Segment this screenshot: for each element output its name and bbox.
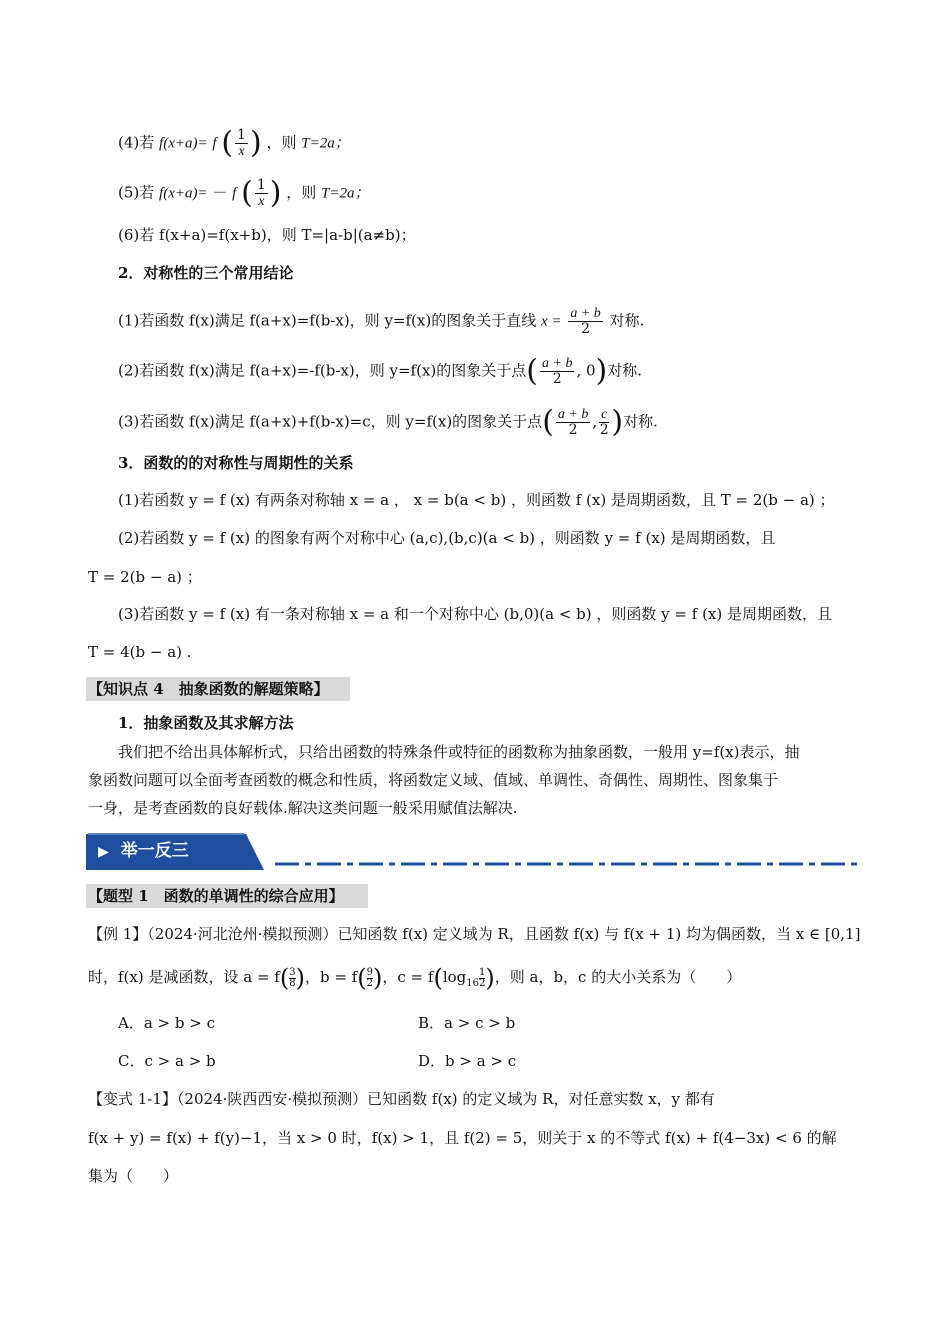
fraction [599, 407, 609, 438]
right-paren: ) [249, 125, 262, 161]
periodicity-item-4 [118, 125, 350, 161]
func-symbol: f [212, 135, 217, 152]
option-a[interactable]: A．a > b > c [118, 1014, 215, 1032]
item-text: (2)若函数 f(x)满足 f(a+x)=-f(b-x)，则 y=f(x)的图象关于点 [118, 361, 527, 380]
section-3-title: 3．函数的的对称性与周期性的关系 [118, 454, 354, 472]
left-paren: ( [542, 404, 554, 440]
periodicity-item-5 [118, 175, 370, 211]
numerator: a + b [570, 306, 601, 321]
fraction [540, 356, 574, 387]
type-1-header: 【题型 1 函数的单调性的综合应用】 [88, 887, 344, 905]
item-text: (1)若函数 f(x)满足 f(a+x)=f(b-x)，则 y=f(x)的图象关于直线 [118, 311, 537, 330]
knowledge-4-subtitle: 1．抽象函数及其求解方法 [118, 714, 294, 732]
log-base: 16 [466, 978, 479, 989]
denominator: 2 [366, 977, 373, 989]
left-paren: ( [221, 125, 234, 161]
denominator: 2 [478, 977, 486, 989]
item-label: (4)若 [118, 133, 155, 152]
point-y: , 0 [576, 361, 596, 380]
right-paren: ) [595, 353, 608, 389]
period-result: T=2a； [301, 135, 350, 152]
func-symbol: f [232, 185, 237, 202]
denominator: x [238, 144, 245, 159]
symmetry-item-3: (3)若函数 f(x)满足 f(a+x)+f(b-x)=c，则 y=f(x)的图象关于点( $\frac{a + b}{2}$ , $\frac{c}{2}$ )对称. [118, 404, 658, 440]
numerator: 1 [237, 127, 246, 143]
item-end: 对称. [607, 361, 643, 380]
banner-text: 举一反三 [120, 841, 189, 861]
dash-divider [275, 862, 860, 866]
section-2-title: 2．对称性的三个常用结论 [118, 264, 294, 282]
right-paren: ) [295, 964, 305, 992]
log-symbol: log [442, 968, 467, 986]
fraction [556, 407, 590, 438]
denominator: 2 [599, 422, 609, 438]
option-c[interactable]: C．c > a > b [118, 1052, 216, 1070]
item-label: (5)若 [118, 183, 155, 202]
left-paren: ( [357, 964, 367, 992]
right-paren: ) [269, 175, 282, 211]
right-paren: ) [373, 964, 383, 992]
then-word: ，则 [266, 133, 297, 152]
item-lhs: f(x+a)= [159, 185, 208, 202]
knowledge-4-header: 【知识点 4 抽象函数的解题策略】 [88, 680, 329, 698]
question-text: 时，f(x) 是减函数，设 a = f [88, 968, 280, 986]
denominator: 2 [581, 321, 590, 337]
fraction [255, 178, 268, 209]
fraction [235, 128, 248, 159]
question-text: ，则 a，b，c 的大小关系为（ ） [494, 968, 742, 986]
item-end: 对称. [623, 412, 658, 431]
symmetry-item-2 [118, 353, 643, 389]
example-1-line2 [88, 966, 741, 995]
numerator: 1 [478, 966, 486, 978]
question-text: ，c = f [382, 968, 434, 986]
symmetry-item-1 [118, 306, 644, 337]
periodicity-item-6: (6)若 f(x+a)=f(x+b)，则 T=|a-b|(a≠b)； [118, 226, 416, 244]
play-arrow-icon: ▶ [98, 844, 109, 860]
paragraph-line: 象函数问题可以全面考查函数的概念和性质，将函数定义域、值域、单调性、奇偶性、周期性、图象集于 [88, 771, 779, 789]
item-text: (3)若函数 f(x)满足 f(a+x)+f(b-x)=c，则 y=f(x)的图象关于点 [118, 412, 543, 431]
relation-item-2-line2: T = 2(b − a) ； [88, 568, 202, 586]
numerator: a + b [557, 407, 589, 422]
equation-lhs: x = [541, 313, 562, 330]
numerator: 3 [289, 966, 296, 978]
item-end: 对称. [609, 311, 645, 330]
paragraph-line: 一身，是考查函数的良好载体.解决这类问题一般采用赋值法解决. [88, 799, 518, 817]
option-d[interactable]: D．b > a > c [418, 1052, 517, 1070]
option-b[interactable]: B．a > c > b [418, 1014, 516, 1032]
denominator: 8 [289, 977, 296, 989]
denominator: 2 [568, 422, 578, 438]
left-paren: ( [279, 964, 290, 992]
denominator: x [258, 194, 265, 209]
right-paren: ) [485, 964, 495, 992]
numerator: 9 [366, 966, 373, 978]
knowledge-4-paragraph [88, 738, 868, 822]
variant-1-1-line3: 集为（ ） [88, 1167, 179, 1185]
period-result: T=2a； [321, 185, 370, 202]
denominator: 2 [552, 371, 562, 387]
then-word: ，则 [286, 183, 317, 202]
variant-1-1-line1: 【变式 1-1】（2024·陕西西安·模拟预测）已知函数 f(x) 的定义域为 R，对任意实数 x，y 都有 [88, 1090, 715, 1108]
numerator: 1 [256, 177, 266, 193]
right-paren: ) [611, 404, 624, 440]
numerator: a + b [542, 356, 573, 371]
left-paren: ( [526, 353, 538, 389]
negative-sign: － [212, 183, 228, 202]
item-lhs: f(x+a)= [159, 135, 208, 152]
paragraph-line: 我们把不给出具体解析式，只给出函数的特殊条件或特征的函数称为抽象函数，一般用 y=f(x)表示，抽 [118, 743, 800, 761]
banner-label [98, 840, 189, 863]
relation-item-3-line1: (3)若函数 y = f (x) 有一条对称轴 x = a 和一个对称中心 (b,0)(a < b) ，则函数 y = f (x) 是周期函数，且 [118, 605, 832, 623]
left-paren: ( [433, 964, 443, 992]
relation-item-3-line2: T = 4(b − a) . [88, 643, 192, 661]
fraction [568, 306, 602, 337]
left-paren: ( [241, 175, 253, 211]
relation-item-1: (1)若函数 y = f (x) 有两条对称轴 x = a ， x = b(a < b) ，则函数 f (x) 是周期函数，且 T = 2(b − a) ； [118, 491, 835, 509]
example-1-line1: 【例 1】（2024·河北沧州·模拟预测）已知函数 f(x) 定义域为 R，且函数 f(x) 与 f(x + 1) 均为偶函数，当 x ∈ [0,1] [88, 925, 861, 943]
numerator: c [601, 407, 608, 422]
relation-item-2-line1: (2)若函数 y = f (x) 的图象有两个对称中心 (a,c),(b,c)(a < b) ，则函数 y = f (x) 是周期函数，且 [118, 529, 776, 547]
variant-1-1-line2: f(x + y) = f(x) + f(y)−1，当 x > 0 时，f(x) > 1，且 f(2) = 5，则关于 x 的不等式 f(x) + f(4−3x) < 6 的解 [88, 1129, 837, 1147]
question-text: ，b = f [304, 968, 358, 986]
